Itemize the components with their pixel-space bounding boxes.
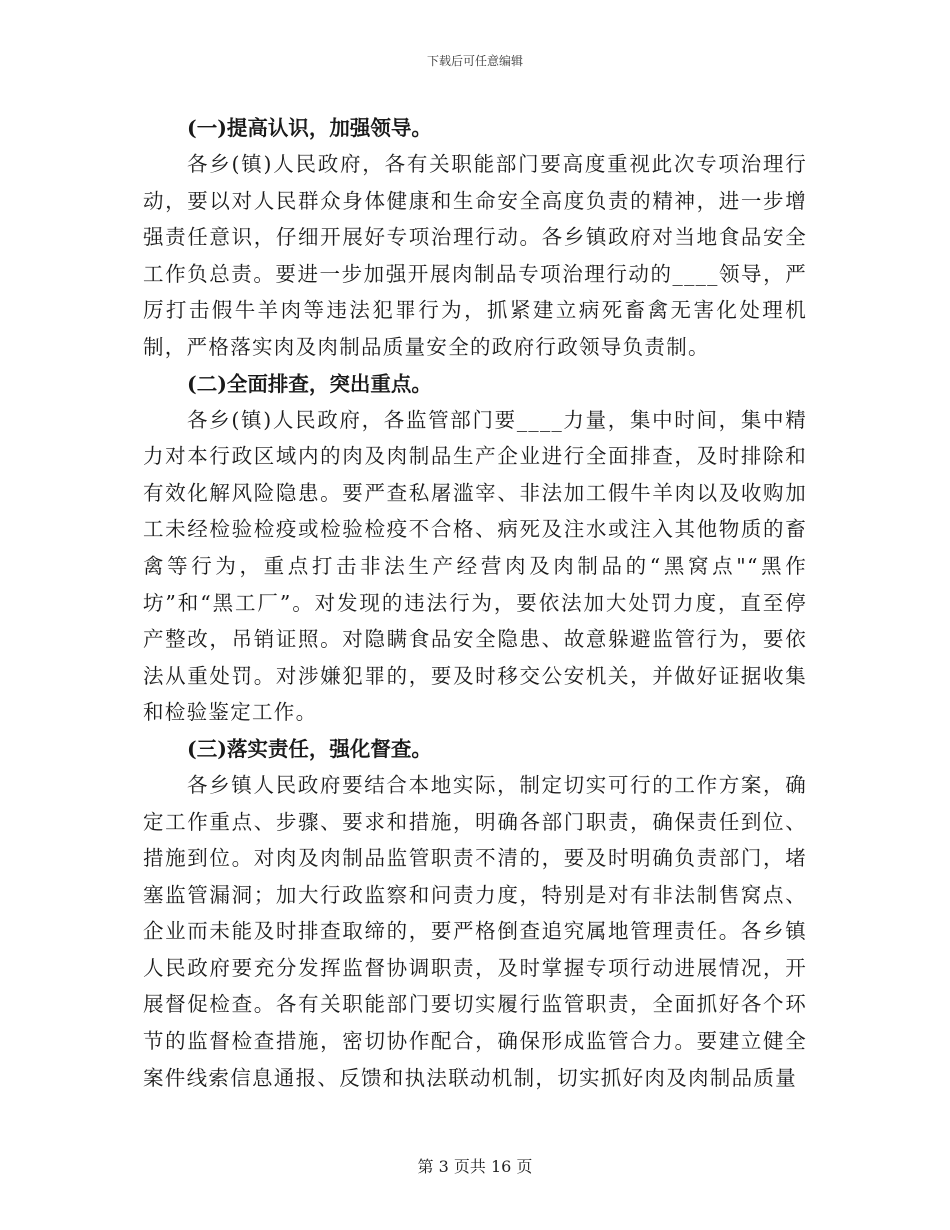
page-header: 下载后可任意编辑 (426, 54, 523, 68)
section-heading-2: (二)全面排查，突出重点。 (187, 371, 432, 396)
page-number-footer: 第 3 页共 16 页 (417, 1157, 533, 1176)
section-heading-1: (一)提高认识，加强领导。 (187, 116, 432, 140)
section-paragraph-3: 各乡镇人民政府要结合本地实际，制定切实可行的工作方案，确定工作重点、步骤、要求和措施，明确各部门职责，确保责任到位、措施到位。对肉及肉制品监管职责不清的，要及时明确负责部门，堵塞监管漏洞；加大行政监察和问责力度，特别是对有非法制售窝点、企业而未能及时排查取缔的，要严格倒查追究属地管理责任。各乡镇人民政府要充分发挥监督协调职责，及时掌握专项行动进展情况，开展督促检查。各有关职能部门要切实履行监管职责，全面抓好各个环节的监督检查措施，密切协作配合，确保形成监管合力。要建立健全案件线索信息通报、反馈和执法联动机制，切实抓好肉及肉制品质量 (143, 772, 807, 1090)
section-paragraph-2: 各乡(镇)人民政府，各监管部门要____力量，集中时间，集中精力对本行政区域内的肉及肉制品生产企业进行全面排查，及时排除和有效化解风险隐患。要严查私屠滥宰、非法加工假牛羊肉以及收购加工未经检验检疫或检验检疫不合格、病死及注水或注入其他物质的畜禽等行为，重点打击非法生产经营肉及肉制品的“黑窝点"“黑作坊”和“黑工厂”。对发现的违法行为，要依法加大处罚力度，直至停产整改，吊销证照。对隐瞒食品安全隐患、故意躲避监管行为，要依法从重处罚。对涉嫌犯罪的，要及时移交公安机关，并做好证据收集和检验鉴定工作。 (143, 407, 807, 725)
section-heading-3: (三)落实责任，强化督查。 (187, 736, 432, 761)
document-body (143, 110, 807, 1096)
section-paragraph-1: 各乡(镇)人民政府，各有关职能部门要高度重视此次专项治理行动，要以对人民群众身体健康和生命安全高度负责的精神，进一步增强责任意识，仔细开展好专项治理行动。各乡镇政府对当地食品安全工作负总责。要进一步加强开展肉制品专项治理行动的____领导，严厉打击假牛羊肉等违法犯罪行为，抓紧建立病死畜禽无害化处理机制，严格落实肉及肉制品质量安全的政府行政领导负责制。 (143, 152, 807, 359)
